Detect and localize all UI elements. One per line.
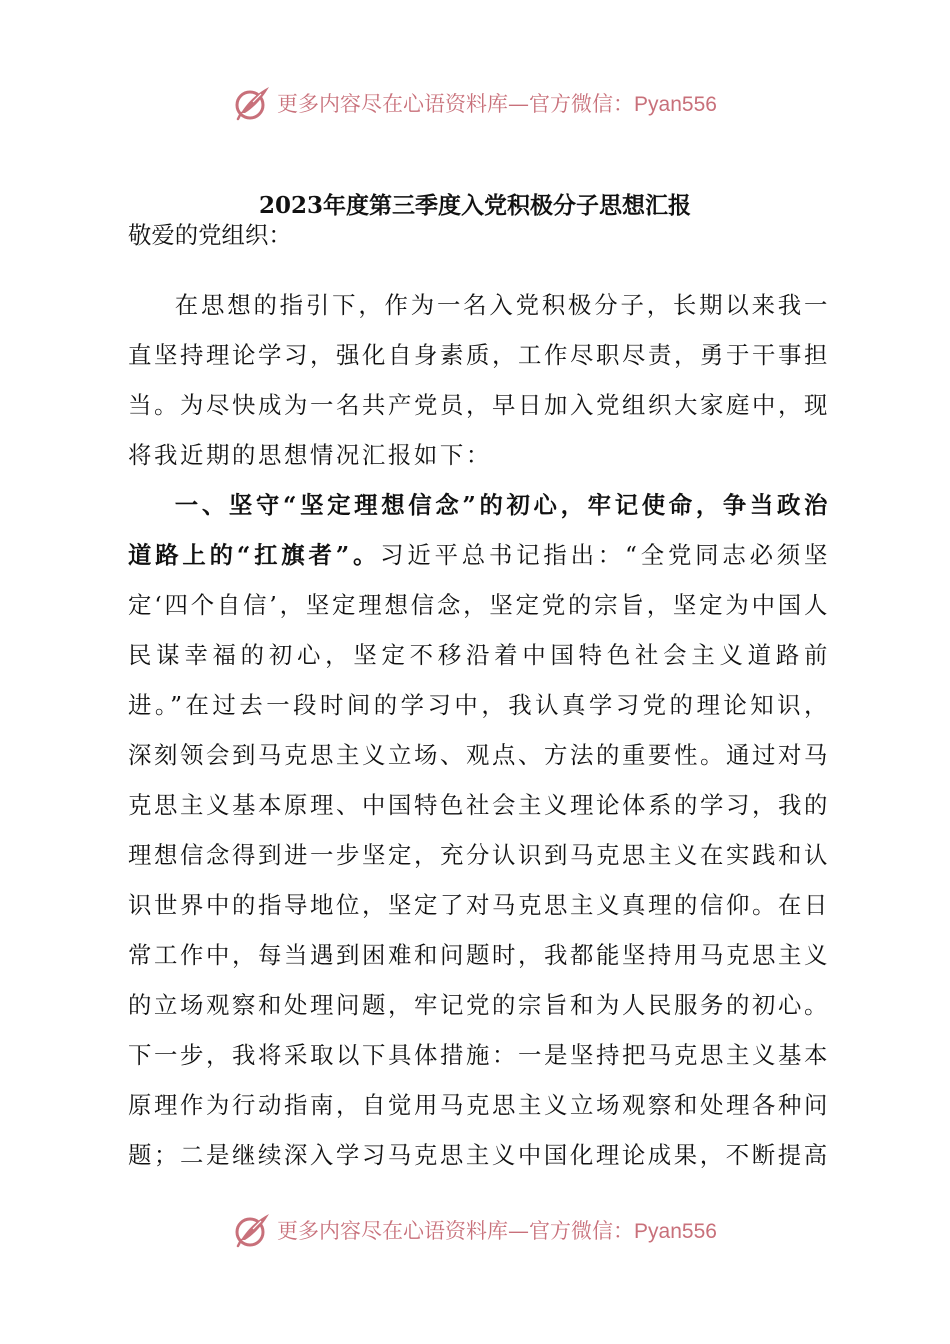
section-1-heading: 一、坚守“坚定理想信念”的初心，牢记使命，争当政治道路上的“扛旗者”。 xyxy=(128,491,830,569)
section-1-paragraph xyxy=(128,480,830,1180)
watermark-banner-bottom xyxy=(0,1207,950,1253)
wechat-id: Pyan556 xyxy=(634,93,717,116)
watermark-text: 更多内容尽在心语资料库—官方微信：Pyan556 xyxy=(277,92,717,116)
quill-pen-logo-icon xyxy=(233,1210,273,1250)
section-1-body: 习近平总书记指出：“全党同志必须坚定‘四个自信’，坚定理想信念，坚定党的宗旨，坚定为中国人民谋幸福的初心，坚定不移沿着中国特色社会主义道路前进。”在过去一段时间的学习中，我认真学习党的理论知识，深刻领会到马克思主义立场、观点、方法的重要性。通过对马克思主义基本原理、中国特色社会主义理论体系的学习，我的理想信念得到进一步坚定，充分认识到马克思主义在实践和认识世界中的指导地位，坚定了对马克思主义真理的信仰。在日常工作中，每当遇到困难和问题时，我都能坚持用马克思主义的立场观察和处理问题，牢记党的宗旨和为人民服务的初心。下一步，我将采取以下具体措施：一是坚持把马克思主义基本原理作为行动指南，自觉用马克思主义立场观察和处理各种问题；二是继续深入学习马克思主义中国化理论成果，不断提高 xyxy=(128,541,830,1169)
wechat-id: Pyan556 xyxy=(634,1220,717,1243)
watermark-banner-top xyxy=(0,80,950,126)
salutation: 敬爱的党组织： xyxy=(128,221,292,249)
quill-pen-logo-icon xyxy=(233,83,273,123)
intro-paragraph: 在思想的指引下，作为一名入党积极分子，长期以来我一直坚持理论学习，强化自身素质，工作尽职尽责，勇于干事担当。为尽快成为一名共产党员，早日加入党组织大家庭中，现将我近期的思想情况汇报如下： xyxy=(128,291,830,469)
watermark-text: 更多内容尽在心语资料库—官方微信：Pyan556 xyxy=(277,1219,717,1243)
document-title: 2023年度第三季度入党积极分子思想汇报 xyxy=(258,192,691,219)
